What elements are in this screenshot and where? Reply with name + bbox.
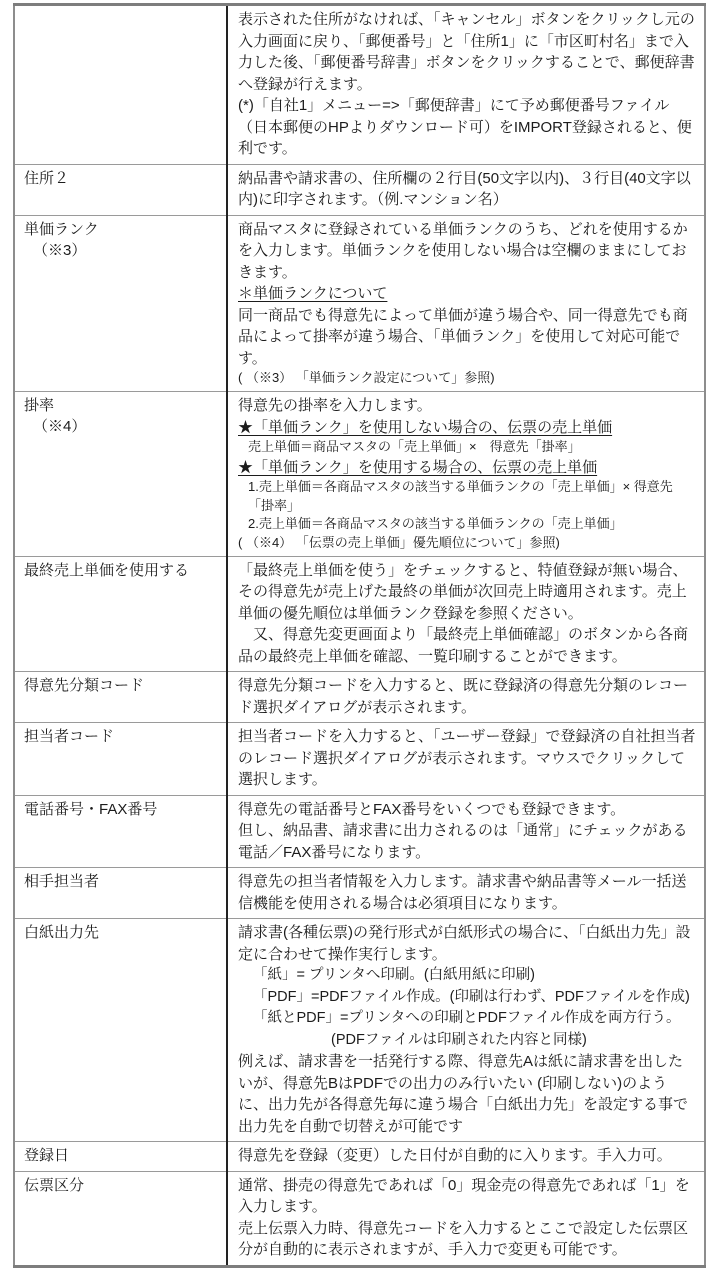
description-paragraph: 得意先を登録（変更）した日付が自動的に入ります。手入力可。 [238,1147,672,1164]
field-description-cell [227,723,705,796]
field-name-cell [14,795,227,868]
field-name-cell [14,556,227,672]
table-row [14,723,705,796]
field-description-cell [227,164,705,215]
description-paragraph: 商品マスタに登録されている単価ランクのうち、どれを使用するかを入力します。単価ランクを使用しない場合は空欄のままにしておきます。 [238,220,688,281]
field-description-cell [227,868,705,919]
table-row [14,795,705,868]
field-name: 単価ランク [24,220,99,238]
field-name-cell [14,1171,227,1266]
field-name: 白紙出力先 [24,924,100,941]
field-description-cell [227,919,705,1142]
description-paragraph: 「紙」= プリンタへ印刷。(白紙用紙に印刷) [253,967,535,983]
description-paragraph: 「紙とPDF」=プリンタへの印刷とPDFファイル作成を両方行う。 [253,1010,681,1026]
table-row [14,1142,705,1172]
description-paragraph: 請求書(各種伝票)の発行形式が白紙形式の場合に、「白紙出力先」設定に合わせて操作実行します。 [238,924,691,963]
table-body [14,5,705,1267]
table-row [14,919,705,1142]
table-row [14,5,705,165]
field-name: 相手担当者 [24,873,100,890]
table-row [14,392,705,557]
field-description-cell [227,215,705,392]
description-paragraph: 得意先の掛率を入力します。 [238,397,432,414]
field-description-cell [227,1171,705,1266]
description-paragraph: (*)「自社1」メニュー=>「郵便辞書」にて予め郵便番号ファイル（日本郵便のHPよりダウンロード可）をIMPORT登録されると、便利です。 [238,97,692,157]
description-paragraph: 得意先の担当者情報を入力します。請求書や納品書等メール一括送信機能を使用される場合は必須項目になります。 [238,873,687,912]
field-description-cell [227,795,705,868]
description-paragraph: 「最終売上単価を使う」をチェックすると、特値登録が無い場合、その得意先が売上げた最終の単価が次回売上時適用されます。売上単価の優先順位は単価ランク登録を参照ください。 [238,561,688,622]
field-name-cell [14,919,227,1142]
field-name-cell [14,868,227,919]
field-name-cell [14,392,227,557]
table-row [14,164,705,215]
description-paragraph: (PDFファイルは印刷された内容と同様) [331,1031,587,1048]
description-paragraph: 得意先の電話番号とFAX番号をいくつでも登録できます。 [238,800,626,818]
field-name: 最終売上単価を使用する [24,561,190,579]
field-description-cell [227,5,705,165]
field-name-cell [14,215,227,392]
field-description-cell [227,672,705,723]
field-name-cell [14,672,227,723]
field-description-cell [227,1142,705,1172]
field-name: 電話番号・FAX番号 [24,800,158,818]
field-name-cell [14,5,227,165]
table-row [14,868,705,919]
description-paragraph: 同一商品でも得意先によって単価が違う場合や、同一得意先でも商品によって掛率が違う場合、「単価ランク」を使用して対応可能です。 [238,306,688,367]
field-name: 得意先分類コード [24,677,145,694]
description-paragraph: 但し、納品書、請求書に出力されるのは「通常」にチェックがある電話／FAX番号になります。 [238,822,688,861]
field-name-cell [14,1142,227,1172]
field-name-note: （※3） [33,241,87,259]
description-paragraph: ( （※3） 「単価ランク設定について」参照) [238,370,495,385]
description-paragraph: ＊単価ランクについて [238,285,388,302]
description-paragraph: ( （※4） 「伝票の売上単価」優先順位について」参照) [238,534,560,550]
field-name-cell [14,723,227,796]
description-paragraph: ★「単価ランク」を使用しない場合の、伝票の売上単価 [238,418,613,436]
table-row [14,1171,705,1266]
field-description-table [13,3,706,1268]
description-paragraph: 表示された住所がなければ、「キャンセル」ボタンをクリックし元の入力画面に戻り、「郵便番号」と「住所1」に「市区町村名」まで入力した後、「郵便番号辞書」ボタンをクリックすることで、郵便辞書へ登録が行えます。 [238,11,695,93]
description-paragraph: 又、得意先変更画面より「最終売上単価確認」のボタンから各商品の最終売上単価を確認、一覧印刷することができます。 [238,626,689,665]
description-paragraph: 「PDF」=PDFファイル作成。(印刷は行わず、PDFファイルを作成) [253,988,690,1005]
description-paragraph: 担当者コードを入力すると、「ユーザー登録」で登録済の自社担当者のレコード選択ダイアログが表示されます。マウスでクリックして選択します。 [238,728,696,788]
field-name: 掛率 [24,397,55,414]
description-paragraph: ★「単価ランク」を使用する場合の、伝票の売上単価 [238,458,598,476]
description-paragraph: 2.売上単価＝各商品マスタの該当する単価ランクの「売上単価」 [248,516,623,531]
field-name: 登録日 [24,1147,70,1164]
description-paragraph: 売上単価＝商品マスタの「売上単価」× 得意先「掛率」 [248,439,581,454]
description-paragraph: 納品書や請求書の、住所欄の２行目(50文字以内)、３行目(40文字以内)に印字されます。（例.マンション名） [238,169,691,208]
description-paragraph: 例えば、請求書を一括発行する際、得意先Aは紙に請求書を出したいが、得意先BはPDFでの出力のみ行いたい (印刷しない)のように、出力先が各得意先毎に違う場合「白紙出力先」を設定する事で出力先を自動で切替えが可能です [238,1053,689,1135]
field-name: 伝票区分 [24,1176,85,1194]
description-paragraph: 得意先分類コードを入力すると、既に登録済の得意先分類のレコード選択ダイアログが表示されます。 [238,677,689,716]
description-paragraph: 通常、掛売の得意先であれば「0」現金売の得意先であれば「1」を入力します。 [238,1176,690,1215]
field-name-note: （※4） [33,418,87,435]
field-name: 住所２ [24,169,70,187]
field-description-cell [227,392,705,557]
table-row [14,215,705,392]
field-name-cell [14,164,227,215]
table-row [14,672,705,723]
description-paragraph: 1.売上単価＝各商品マスタの該当する単価ランクの「売上単価」× 得意先「掛率」 [248,479,673,513]
table-row [14,556,705,672]
field-name: 担当者コード [24,728,115,745]
description-paragraph: 売上伝票入力時、得意先コードを入力するとここで設定した伝票区分が自動的に表示されますが、手入力で変更も可能です。 [238,1219,689,1258]
field-description-cell [227,556,705,672]
